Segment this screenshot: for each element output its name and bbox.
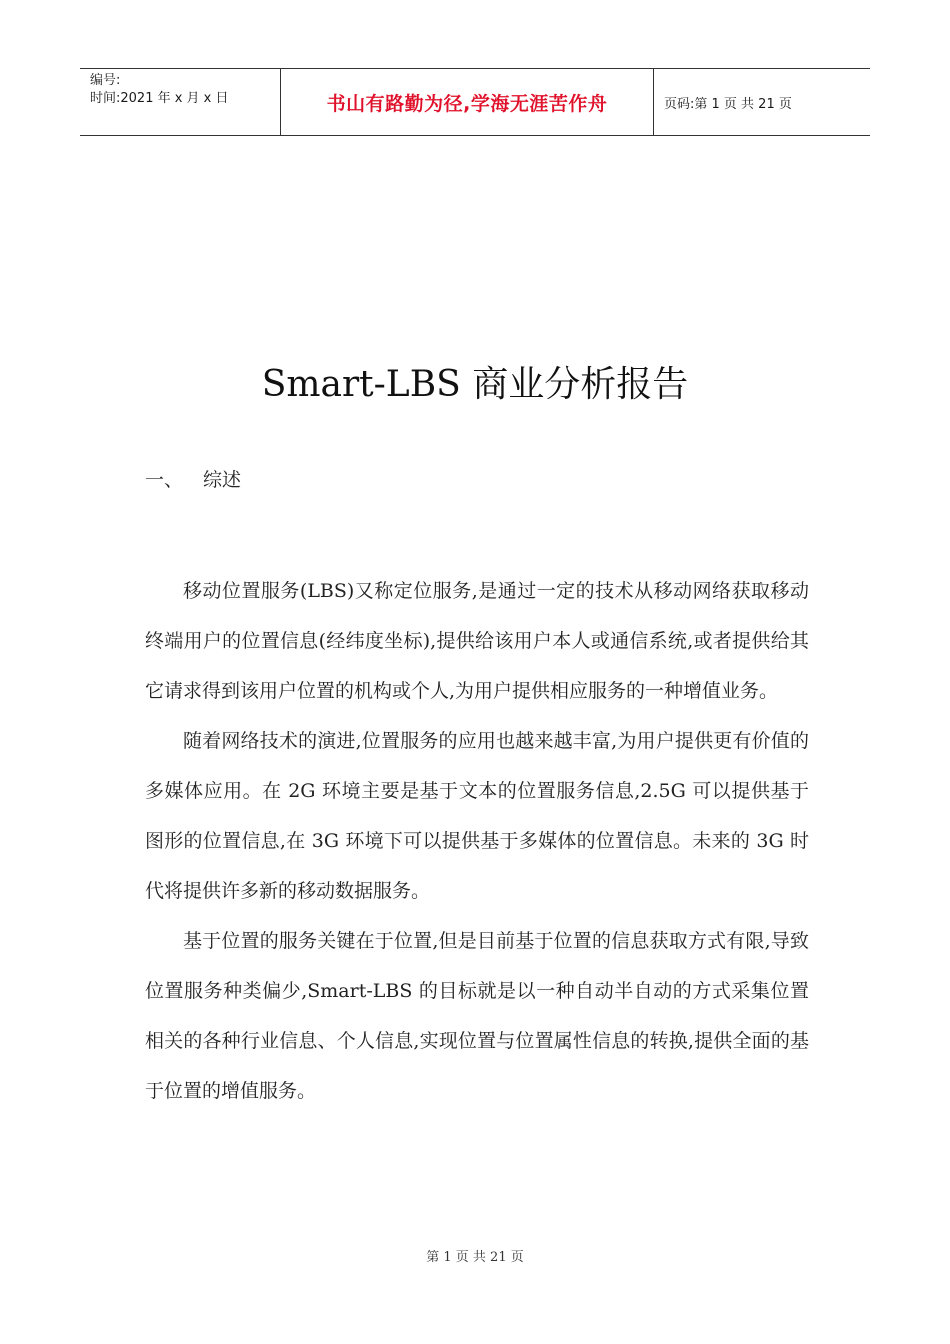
- document-date: 时间:2021 年 x 月 x 日: [90, 91, 229, 106]
- section-number: 一、: [145, 469, 184, 491]
- paragraph: 随着网络技术的演进,位置服务的应用也越来越丰富,为用户提供更有价值的多媒体应用。在 2G 环境主要是基于文本的位置服务信息,2.5G 可以提供基于图形的位置信息,在 3G 环境下可以提供基于多媒体的位置信息。未来的 3G 时代将提供许多新的移动数据服务。: [145, 730, 809, 902]
- document-number-label: 编号:: [90, 73, 121, 88]
- header-motto-cell: [281, 69, 654, 135]
- page-header: [80, 68, 870, 136]
- section-title: 综述: [203, 469, 242, 491]
- section-heading: [145, 466, 241, 494]
- header-motto: 书山有路勤为径,学海无涯苦作舟: [326, 92, 608, 115]
- body-text: [145, 566, 809, 1116]
- header-page-info: 页码:第 1 页 共 21 页: [664, 96, 792, 112]
- header-meta: [80, 69, 281, 135]
- page-footer: 第 1 页 共 21 页: [426, 1250, 524, 1265]
- paragraph: 基于位置的服务关键在于位置,但是目前基于位置的信息获取方式有限,导致位置服务种类偏少,Smart-LBS 的目标就是以一种自动半自动的方式采集位置相关的各种行业信息、个人信息,实现位置与位置属性信息的转换,提供全面的基于位置的增值服务。: [145, 930, 809, 1102]
- header-page-info-cell: [654, 69, 870, 135]
- document-title: Smart-LBS 商业分析报告: [261, 364, 689, 405]
- paragraph: 移动位置服务(LBS)又称定位服务,是通过一定的技术从移动网络获取移动终端用户的位置信息(经纬度坐标),提供给该用户本人或通信系统,或者提供给其它请求得到该用户位置的机构或个人,为用户提供相应服务的一种增值业务。: [145, 580, 809, 702]
